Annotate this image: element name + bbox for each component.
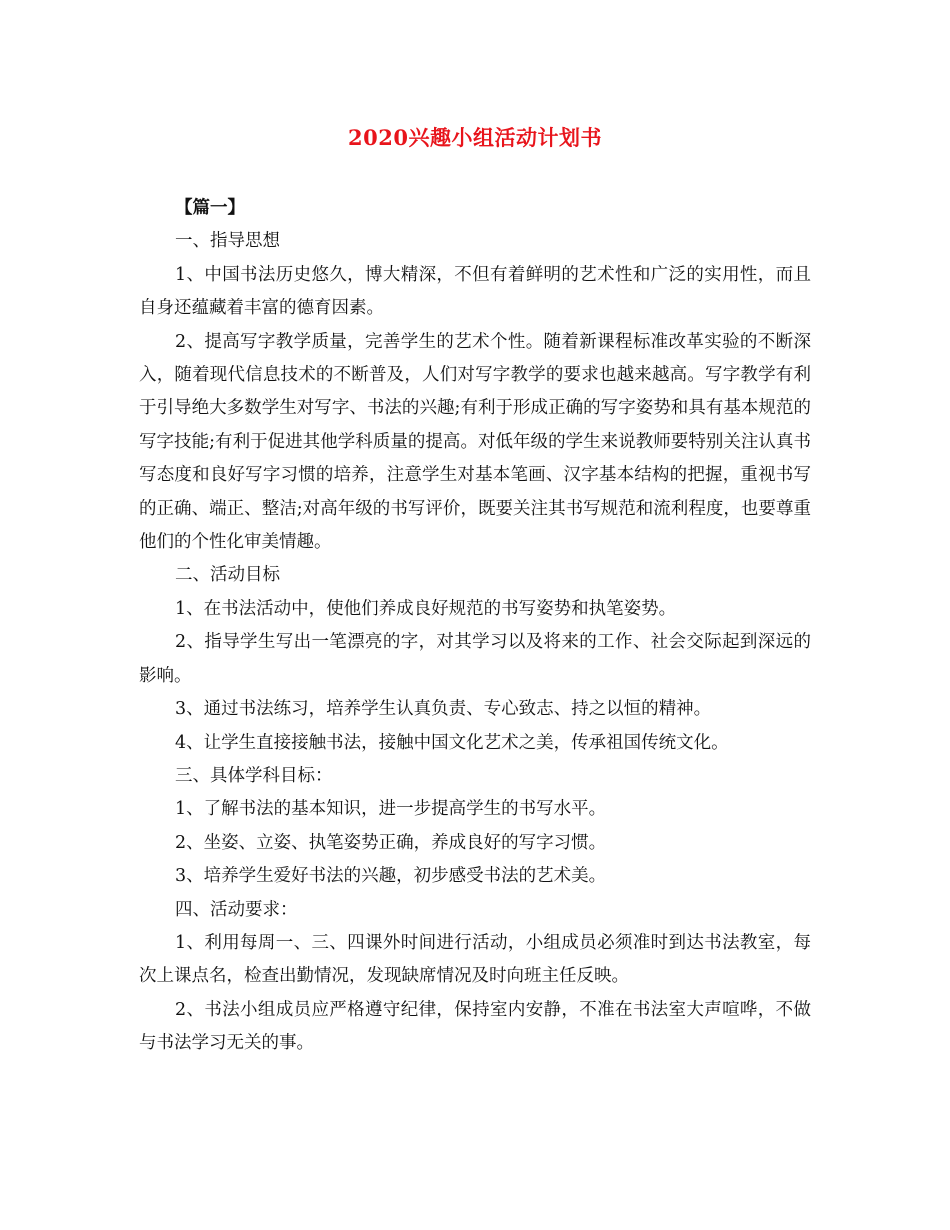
heading-guiding-ideology: 一、指导思想 — [175, 231, 280, 252]
requirement-item-2: 2、书法小组成员应严格遵守纪律，保持室内安静，不准在书法室大声喧哗，不做与书法学习无关的事。 — [139, 999, 811, 1054]
goal-item-3: 3、通过书法练习，培养学生认真负责、专心致志、持之以恒的精神。 — [175, 699, 712, 720]
heading-activity-requirements: 四、活动要求： — [175, 899, 298, 920]
requirement-item-1: 1、利用每周一、三、四课外时间进行活动，小组成员必须准时到达书法教室，每次上课点名，检查出勤情况，发现缺席情况及时向班主任反映。 — [139, 932, 811, 987]
section-label-part-one: 【篇一】 — [175, 198, 245, 218]
heading-activity-goals: 二、活动目标 — [175, 565, 280, 586]
subject-goal-2: 2、坐姿、立姿、执笔姿势正确，养成良好的写字习惯。 — [175, 832, 607, 853]
document-title: 2020兴趣小组活动计划书 — [348, 125, 602, 150]
paragraph-2: 2、提高写字教学质量，完善学生的艺术个性。随着新课程标准改革实验的不断深入，随着现代信息技术的不断普及，人们对写字教学的要求也越来越高。写字教学有利于引导绝大多数学生对写字、书法的兴趣;有利于形成正确的写字姿势和具有基本规范的写字技能;有利于促进其他学科质量的提高。对低年级的学生来说教师要特别关注认真书写态度和良好写字习惯的培养，注意学生对基本笔画、汉字基本结构的把握，重视书写的正确、端正、整洁;对高年级的书写评价，既要关注其书写规范和流利程度，也要尊重他们的个性化审美情趣。 — [139, 331, 811, 553]
paragraph-1: 1、中国书法历史悠久，博大精深，不但有着鲜明的艺术性和广泛的实用性，而且自身还蕴藏着丰富的德育因素。 — [139, 264, 811, 319]
goal-item-2: 2、指导学生写出一笔漂亮的字，对其学习以及将来的工作、社会交际起到深远的影响。 — [139, 632, 811, 686]
goal-item-1: 1、在书法活动中，使他们养成良好规范的书写姿势和执笔姿势。 — [175, 598, 677, 619]
subject-goal-1: 1、了解书法的基本知识，进一步提高学生的书写水平。 — [175, 799, 607, 820]
document-body — [139, 192, 811, 1061]
subject-goal-3: 3、培养学生爱好书法的兴趣，初步感受书法的艺术美。 — [175, 866, 607, 887]
heading-subject-goals: 三、具体学科目标： — [175, 765, 333, 786]
goal-item-4: 4、让学生直接接触书法，接触中国文化艺术之美，传承祖国传统文化。 — [175, 732, 729, 753]
